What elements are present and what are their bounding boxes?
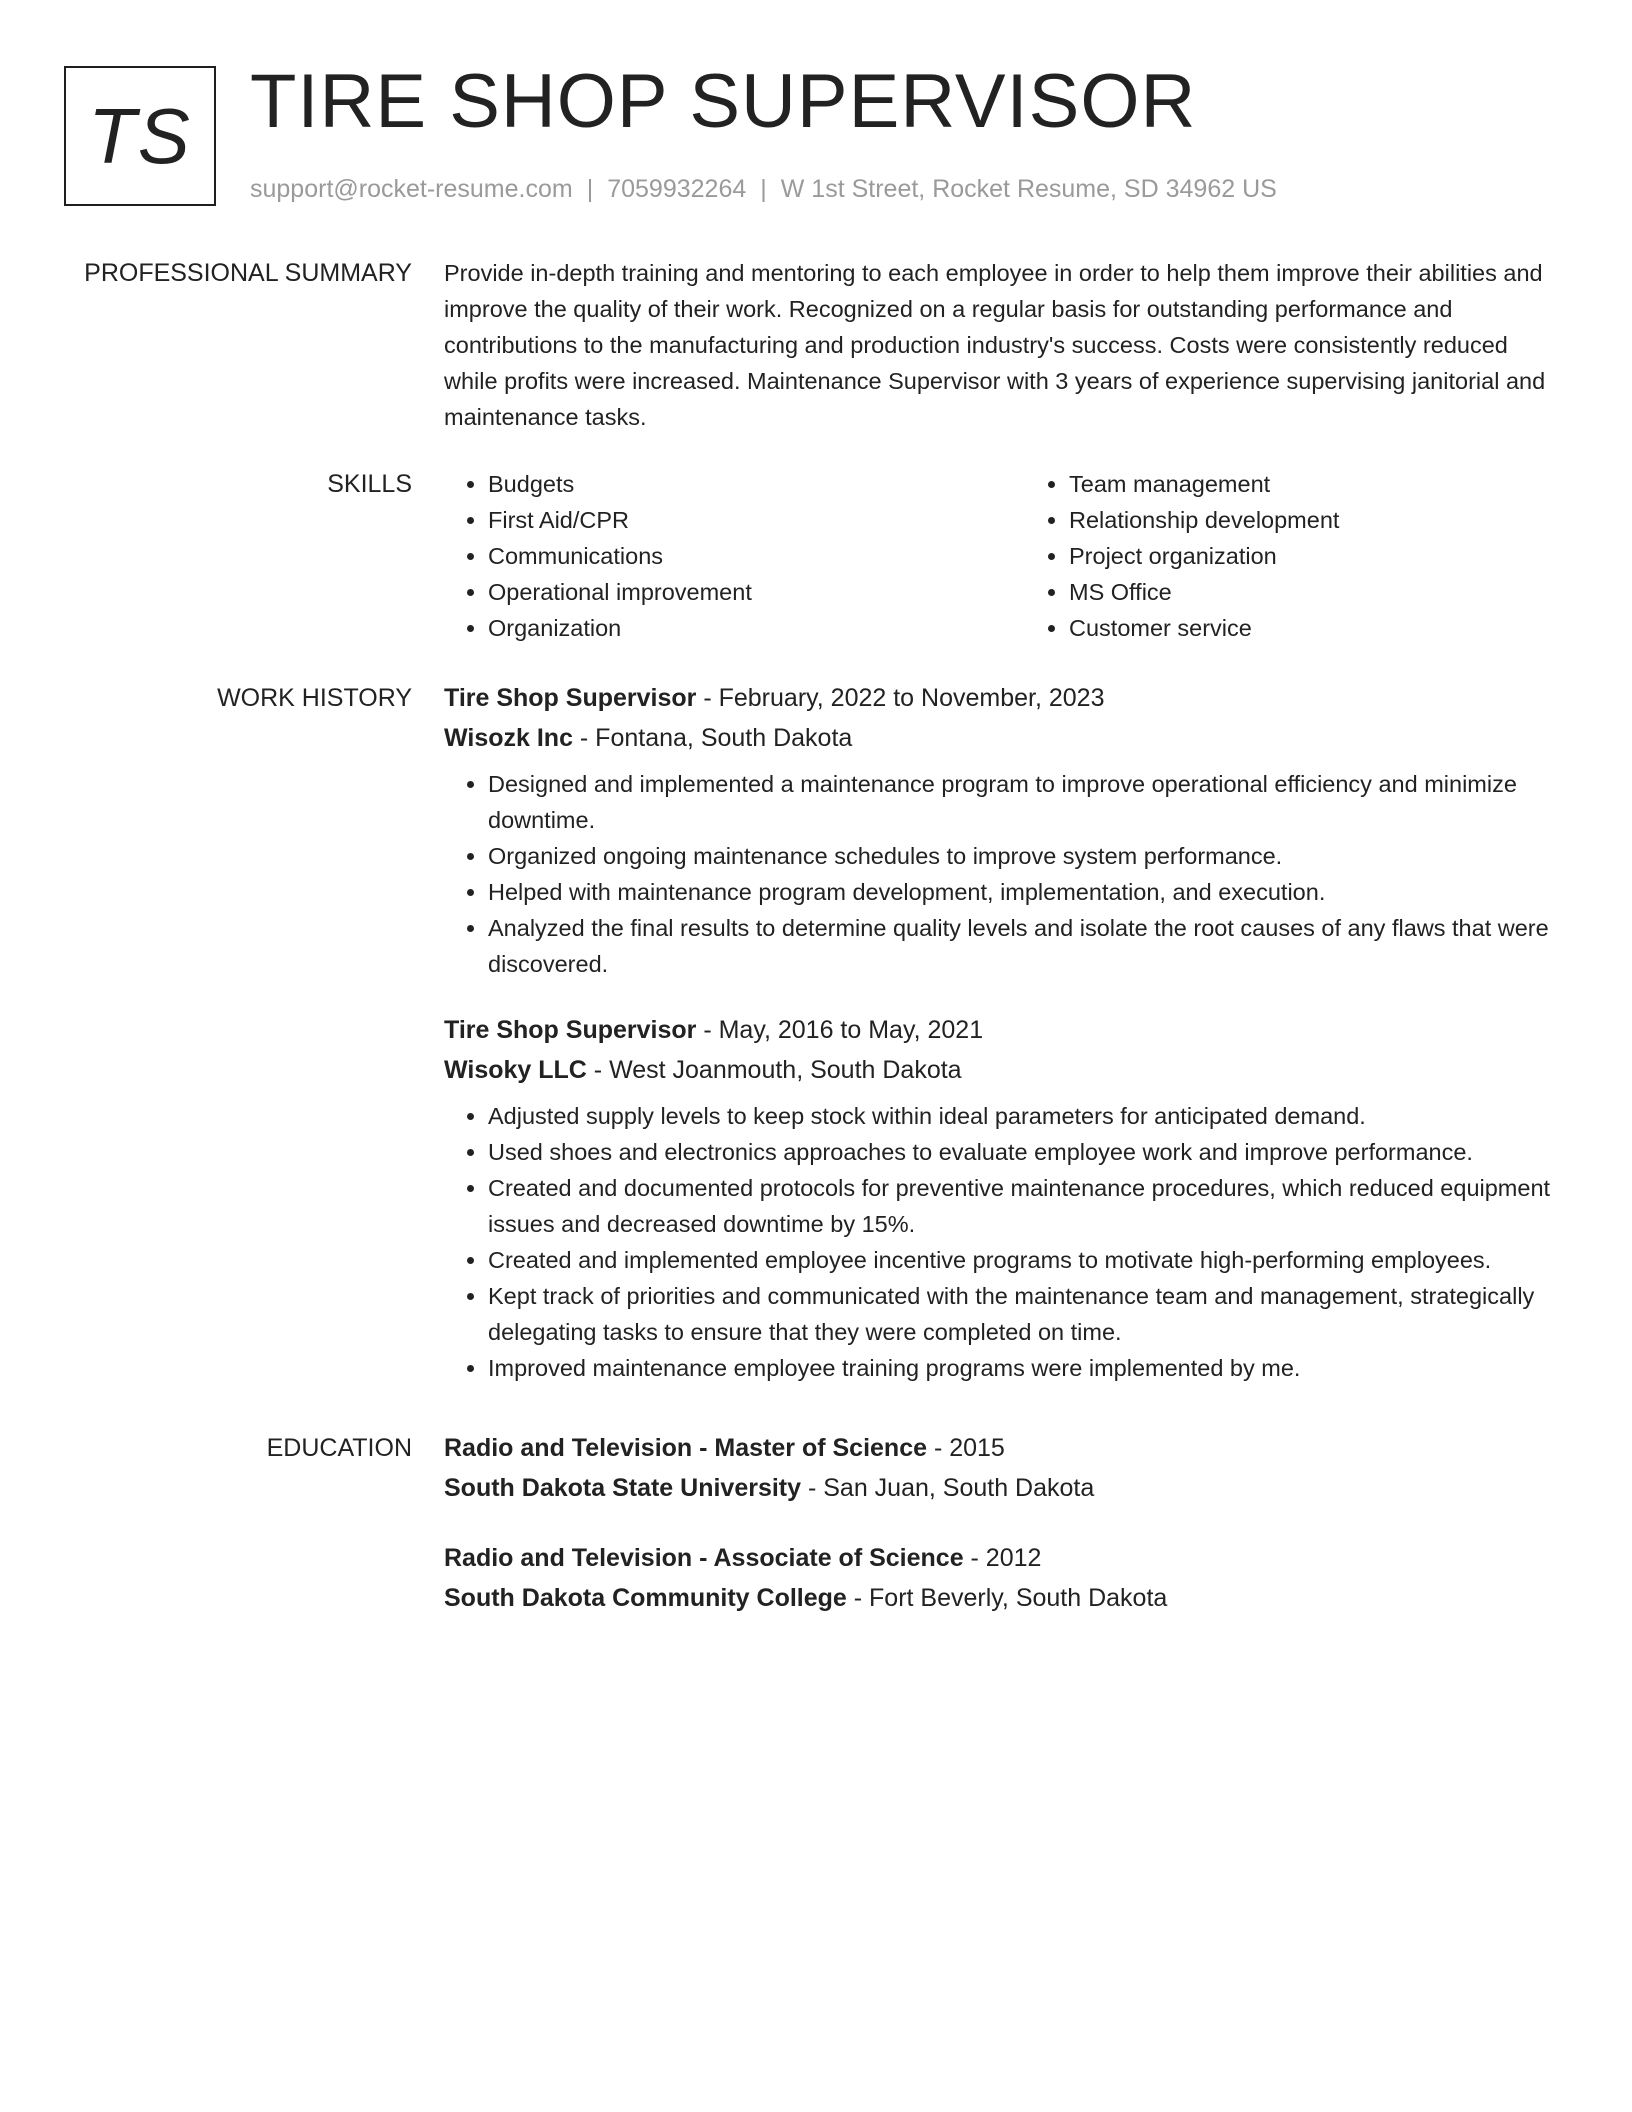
summary-body <box>444 255 1560 435</box>
skill-item: • First Aid/CPR <box>488 502 979 538</box>
work-history-body <box>444 678 1560 1386</box>
education-location: - San Juan, South Dakota <box>801 1474 1095 1502</box>
contact-separator: | <box>586 175 594 203</box>
job-bullet: • Created and documented protocols for preventive maintenance procedures, which reduced equipment issues and decreased downtime by 15%. <box>488 1170 1560 1242</box>
monogram-initials: TS <box>88 91 192 180</box>
summary-label: PROFESSIONAL SUMMARY <box>84 259 412 287</box>
education-school-line <box>444 1468 1560 1508</box>
job-bullet: • Helped with maintenance program development, implementation, and execution. <box>488 874 1560 910</box>
contact-line <box>250 172 1277 206</box>
education-label: EDUCATION <box>266 1434 412 1462</box>
job-bullets <box>444 766 1560 982</box>
contact-separator: | <box>760 175 767 203</box>
monogram-logo <box>64 66 216 206</box>
education-year: - 2012 <box>963 1544 1042 1572</box>
contact-phone: 7059932264 <box>607 175 747 203</box>
skills-body <box>444 466 1560 646</box>
education-degree-line <box>444 1538 1560 1578</box>
job-entry <box>444 1010 1560 1386</box>
education-degree: Radio and Television - Associate of Science <box>444 1544 964 1572</box>
skills-list-right <box>1025 466 1560 646</box>
education-school-line <box>444 1578 1560 1618</box>
education-year: - 2015 <box>927 1434 1005 1462</box>
job-bullets <box>444 1098 1560 1386</box>
skills-label: SKILLS <box>327 470 412 498</box>
job-location: - Fontana, South Dakota <box>572 724 853 752</box>
skill-item: • MS Office <box>1069 574 1560 610</box>
summary-text: Provide in-depth training and mentoring to each employee in order to help them improve their abilities and improve the quality of their work. Recognized on a regular basis for outstanding performance and contributions to the manufacturing and production industry's success. Costs were consistently reduced while profits were increased. Maintenance Supervisor with 3 years of experience supervising janitorial and maintenance tasks. <box>444 260 1546 430</box>
job-bullet: • Adjusted supply levels to keep stock within ideal parameters for anticipated demand. <box>488 1098 1560 1134</box>
candidate-name: TIRE SHOP SUPERVISOR <box>250 59 1197 144</box>
skill-item: • Team management <box>1069 466 1560 502</box>
education-body <box>444 1428 1560 1618</box>
job-location: - West Joanmouth, South Dakota <box>586 1056 962 1084</box>
contact-address: W 1st Street, Rocket Resume, SD 34962 US <box>780 175 1277 203</box>
job-company-line <box>444 1050 1560 1090</box>
contact-email: support@rocket-resume.com <box>250 175 573 203</box>
job-dates: - May, 2016 to May, 2021 <box>696 1016 984 1044</box>
job-company: Wisoky LLC <box>444 1056 587 1084</box>
job-bullet: • Improved maintenance employee training programs were implemented by me. <box>488 1350 1560 1386</box>
job-company-line <box>444 718 1560 758</box>
skill-item: • Budgets <box>488 466 979 502</box>
skills-list-left <box>444 466 979 646</box>
skill-item: • Operational improvement <box>488 574 979 610</box>
job-bullet: • Designed and implemented a maintenance program to improve operational efficiency and minimize downtime. <box>488 766 1560 838</box>
education-entry <box>444 1538 1560 1618</box>
skill-item: • Project organization <box>1069 538 1560 574</box>
job-bullet: • Used shoes and electronics approaches to evaluate employee work and improve performance. <box>488 1134 1560 1170</box>
job-bullet: • Created and implemented employee incentive programs to motivate high-performing employees. <box>488 1242 1560 1278</box>
education-location: - Fort Beverly, South Dakota <box>846 1584 1168 1612</box>
job-bullet: • Analyzed the final results to determine quality levels and isolate the root causes of any flaws that were discovered. <box>488 910 1560 982</box>
job-title: Tire Shop Supervisor <box>444 684 697 712</box>
job-bullet: • Organized ongoing maintenance schedules to improve system performance. <box>488 838 1560 874</box>
education-school: South Dakota State University <box>444 1474 802 1502</box>
education-degree-line <box>444 1428 1560 1468</box>
skill-item: • Customer service <box>1069 610 1560 646</box>
education-school: South Dakota Community College <box>444 1584 847 1612</box>
job-dates: - February, 2022 to November, 2023 <box>696 684 1105 712</box>
job-entry <box>444 678 1560 982</box>
skill-item: • Communications <box>488 538 979 574</box>
education-degree: Radio and Television - Master of Science <box>444 1434 927 1462</box>
skill-item: • Relationship development <box>1069 502 1560 538</box>
work-history-label: WORK HISTORY <box>217 684 412 712</box>
job-title-line <box>444 678 1560 718</box>
skill-item: • Organization <box>488 610 979 646</box>
job-title: Tire Shop Supervisor <box>444 1016 697 1044</box>
job-company: Wisozk Inc <box>444 724 573 752</box>
job-title-line <box>444 1010 1560 1050</box>
job-bullet: • Kept track of priorities and communicated with the maintenance team and management, strategically delegating tasks to ensure that they were completed on time. <box>488 1278 1560 1350</box>
education-entry <box>444 1428 1560 1508</box>
